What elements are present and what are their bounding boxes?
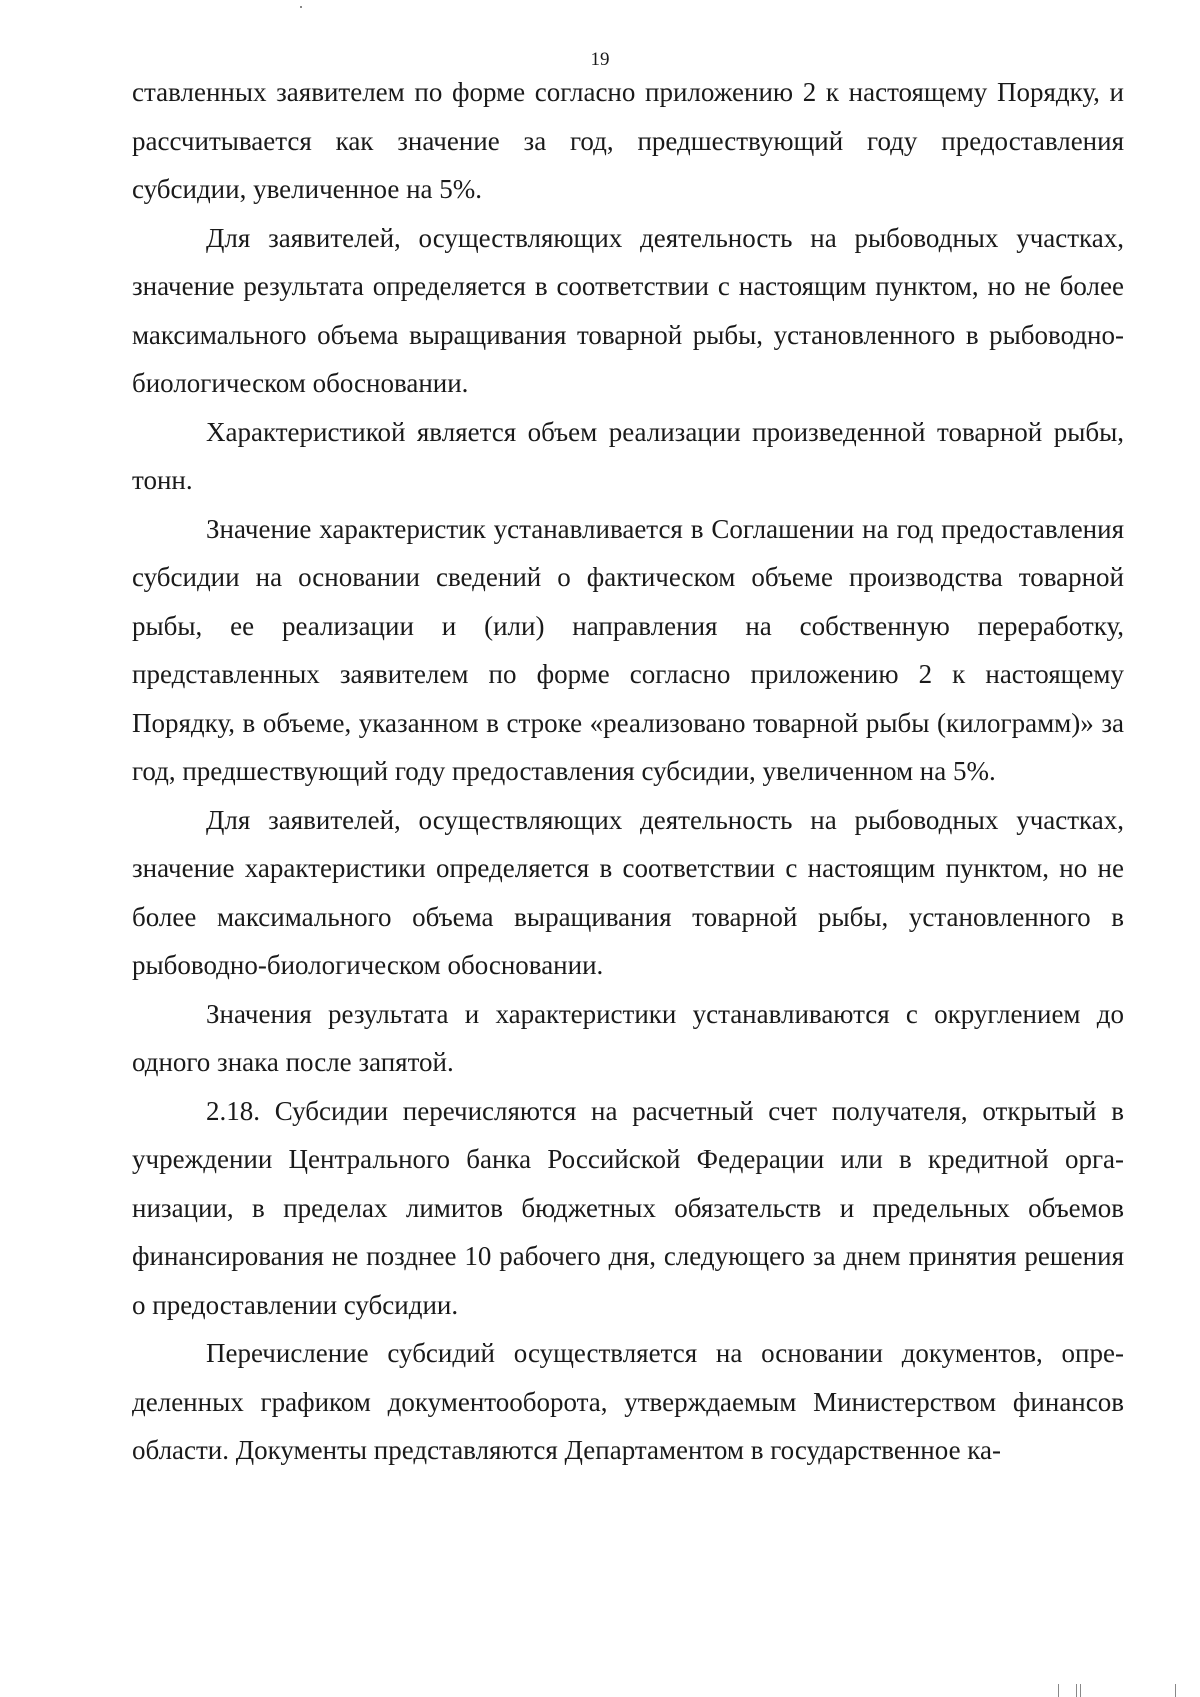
- scan-mark: [300, 6, 302, 8]
- scan-mark: [1080, 1684, 1081, 1697]
- scan-mark: [1076, 1684, 1077, 1697]
- paragraph-1: ставленных заявителем по форме согласно приложению 2 к настоящему Порядку, и рассчитывается как значение за год, предшествующий году предоставления субсидии, увеличенное на 5%.: [132, 77, 1124, 204]
- page-number: 19: [590, 49, 610, 70]
- paragraph-4: Значение характеристик устанавливается в Соглашении на год предоставления субсидии на основании сведений о фактическом объеме производства товарной рыбы, ее реализации и (или) направления на собственную переработку, представленных заявителем по форме согласно приложению 2 к настоящему Порядку, в объеме, указанном в строке «реализовано товарной рыбы (килограмм)» за год, предшествующий году предоставления субсидии, увеличенном на 5%.: [132, 513, 1124, 786]
- paragraph-3: Характеристикой является объем реализации произведенной товарной рыбы, тонн.: [132, 416, 1124, 495]
- paragraph-2: Для заявителей, осуществляющих деятельность на рыбоводных участках, значение результата определяется в соответствии с настоящим пунктом, но не более максимального объема выращивания товарной рыбы, установленного в рыбоводно-биологическом обосновании.: [132, 222, 1124, 398]
- document-body: [132, 68, 1124, 1475]
- scan-mark: [1058, 1684, 1059, 1697]
- paragraph-7: 2.18. Субсидии перечисляются на расчетный счет получателя, открытый в учреждении Центрального банка Российской Федерации или в кредитной организации, в пределах лимитов бюджетных обязательств и предельных объемов финансирования не позднее 10 рабочего дня, следующего за днем принятия решения о предоставлении субсидии.: [132, 1095, 1124, 1320]
- paragraph-8: Перечисление субсидий осуществляется на основании документов, определенных графиком документооборота, утверждаемым Министерством финансов области. Документы представляются Департаментом в государственное ка-: [132, 1338, 1124, 1465]
- scan-mark: [1175, 1684, 1176, 1697]
- paragraph-6: Значения результата и характеристики устанавливаются с округлением до одного знака после запятой.: [132, 998, 1124, 1077]
- paragraph-5: Для заявителей, осуществляющих деятельность на рыбоводных участках, значение характеристики определяется в соответствии с настоящим пунктом, но не более максимального объема выращивания товарной рыбы, установленного в рыбоводно-биологическом обосновании.: [132, 804, 1124, 980]
